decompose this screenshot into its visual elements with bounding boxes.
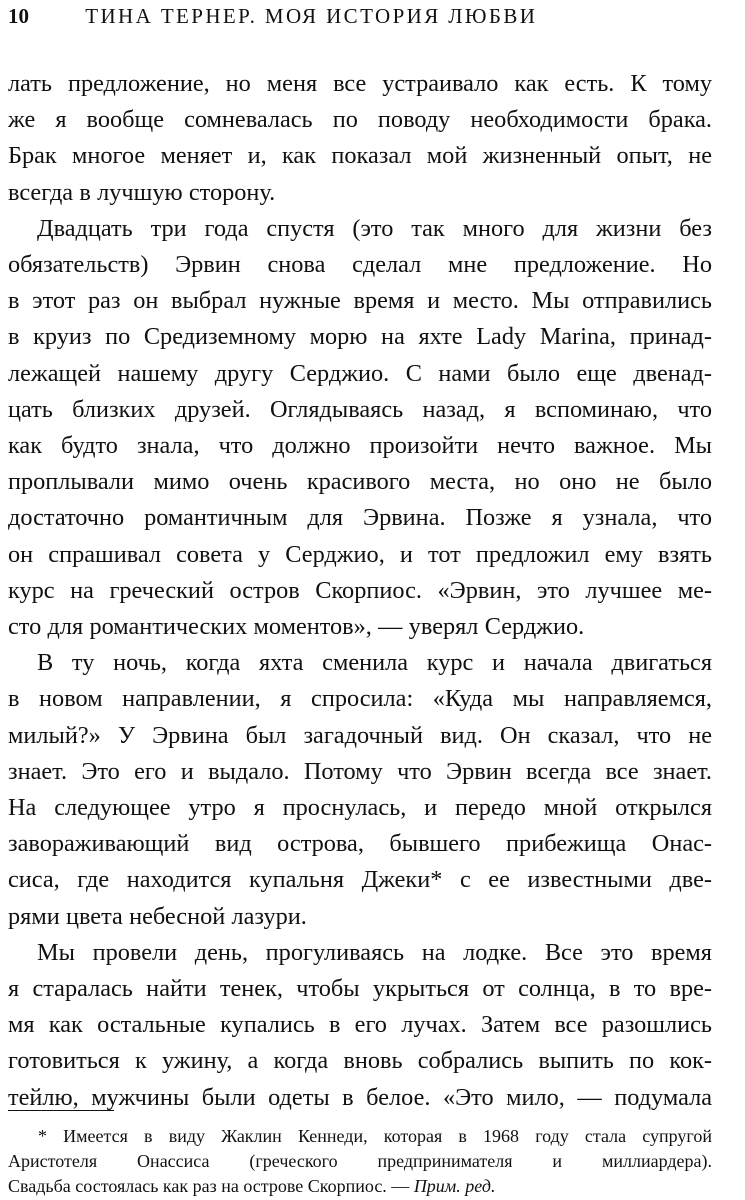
text-line: лать предложение, но меня все устраивало как есть. К тому [8,70,712,97]
footnote-line: Аристотеля Онассиса (греческого предпринимателя и миллиардера). [8,1151,712,1171]
text-line: в новом направлении, я спросила: «Куда мы направляемся, [8,685,712,713]
text-line: Брак многое меняет и, как показал мой жизненный опыт, не [8,142,712,170]
footnote-line: * Имеется в виду Жаклин Кеннеди, которая в 1968 году стала супругой [38,1126,712,1146]
main-text [8,66,712,1116]
page-number: 10 [8,4,29,28]
text-line: милый?» У Эрвина был загадочный вид. Он сказал, что не [8,721,712,749]
text-line: тейлю, мужчины были одеты в белое. «Это мило, — подумала [8,1083,712,1111]
editor-note: Прим. ред. [413,1176,496,1196]
running-head [8,2,728,30]
text-line: В ту ночь, когда яхта сменила курс и начала двигаться [37,649,712,677]
text-line: обязательств) Эрвин снова сделал мне предложение. Но [8,251,712,279]
text-line: сиса, где находится купальня Джеки* с ее известными две- [8,866,712,894]
text-line: Мы провели день, прогуливаясь на лодке. Все это время [37,938,712,966]
text-line: завораживающий вид острова, бывшего прибежища Онас- [8,830,712,858]
text-line: цать близких друзей. Оглядываясь назад, я вспоминаю, что [8,395,712,423]
text-line: курс на греческий остров Скорпиос. «Эрвин, это лучшее ме- [8,576,712,604]
text-line: достаточно романтичным для Эрвина. Позже я узнала, что [8,504,712,532]
footnote-divider [8,1110,114,1111]
text-line: На следующее утро я проснулась, и передо мной открылся [8,794,712,822]
text-line: в круиз по Средиземному морю на яхте Lady Marina, принад- [8,323,712,351]
text-line: знает. Это его и выдало. Потому что Эрвин всегда все знает. [8,757,712,785]
text-line: я старалась найти тенек, чтобы укрыться от солнца, в то вре- [8,975,712,1003]
text-line: Двадцать три года спустя (это так много для жизни без [37,214,712,242]
footnote-text: Свадьба состоялась как раз на острове Скорпиос. — [8,1176,410,1196]
text-line: проплывали мимо очень красивого места, но оно не было [8,468,712,496]
text-line: как будто знала, что должно произойти нечто важное. Мы [8,432,712,460]
text-line: же я вообще сомневалась по поводу необходимости брака. [8,106,712,134]
text-line: рями цвета небесной лазури. [8,902,307,930]
text-line: готовиться к ужину, а когда вновь собрались выпить по кок- [8,1047,712,1075]
text-line: мя как остальные купались в его лучах. Затем все разошлись [8,1011,712,1039]
text-line: сто для романтических моментов», — уверял Серджио. [8,613,585,641]
text-line: он спрашивал совета у Серджио, и тот предложил ему взять [8,540,712,568]
book-title: ТИНА ТЕРНЕР. МОЯ ИСТОРИЯ ЛЮБВИ [85,4,538,28]
text-line: в этот раз он выбрал нужные время и место. Мы отправились [8,287,712,315]
footnote-last-line [8,1174,712,1199]
text-line: всегда в лучшую сторону. [8,178,276,206]
footnote [8,1124,712,1199]
text-line: лежащей нашему другу Серджио. С нами было еще двенад- [8,359,712,387]
